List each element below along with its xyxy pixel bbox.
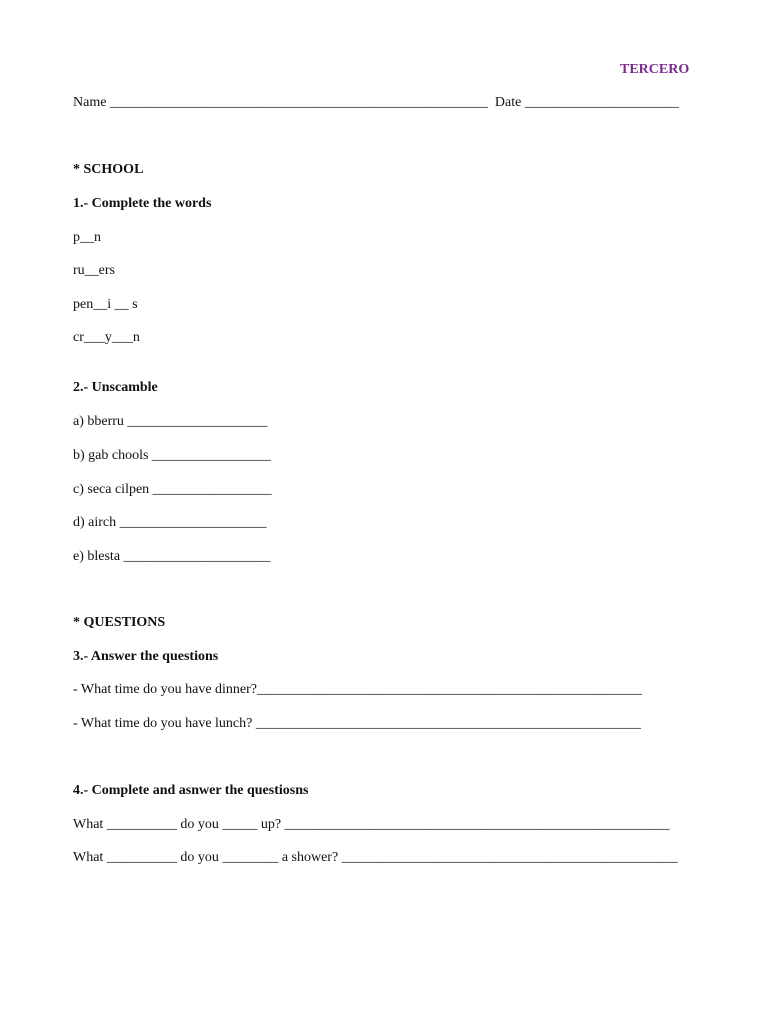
exercise-1-item: cr___y___n bbox=[73, 330, 140, 345]
exercise-2-item: b) gab chools _________________ bbox=[73, 448, 271, 463]
section-heading-questions: * QUESTIONS bbox=[73, 615, 166, 630]
exercise-3-item: - What time do you have dinner?_______________________________________________________ bbox=[73, 682, 643, 697]
exercise-1-title: 1.- Complete the words bbox=[73, 196, 212, 211]
exercise-2-item: c) seca cilpen _________________ bbox=[73, 482, 272, 497]
exercise-2-item: d) airch _____________________ bbox=[73, 515, 267, 530]
exercise-2-title: 2.- Unscamble bbox=[73, 380, 158, 395]
exercise-4-item: What __________ do you ________ a shower? ________________________________________________ bbox=[73, 850, 678, 865]
section-heading-school: * SCHOOL bbox=[73, 162, 144, 177]
exercise-3-title: 3.- Answer the questions bbox=[73, 649, 219, 664]
grade-label: TERCERO bbox=[620, 62, 690, 77]
exercise-1-item: p__n bbox=[73, 230, 101, 245]
exercise-2-item: a) bberru ____________________ bbox=[73, 414, 268, 429]
exercise-4-item: What __________ do you _____ up? _______________________________________________________ bbox=[73, 817, 670, 832]
name-date-line: Name ______________________________________________________ Date ______________________ bbox=[73, 95, 679, 110]
exercise-2-item: e) blesta _____________________ bbox=[73, 549, 271, 564]
exercise-3-item: - What time do you have lunch? _______________________________________________________ bbox=[73, 716, 641, 731]
exercise-4-title: 4.- Complete and asnwer the questiosns bbox=[73, 783, 309, 798]
exercise-1-item: ru__ers bbox=[73, 263, 115, 278]
exercise-1-item: pen__i __ s bbox=[73, 297, 138, 312]
